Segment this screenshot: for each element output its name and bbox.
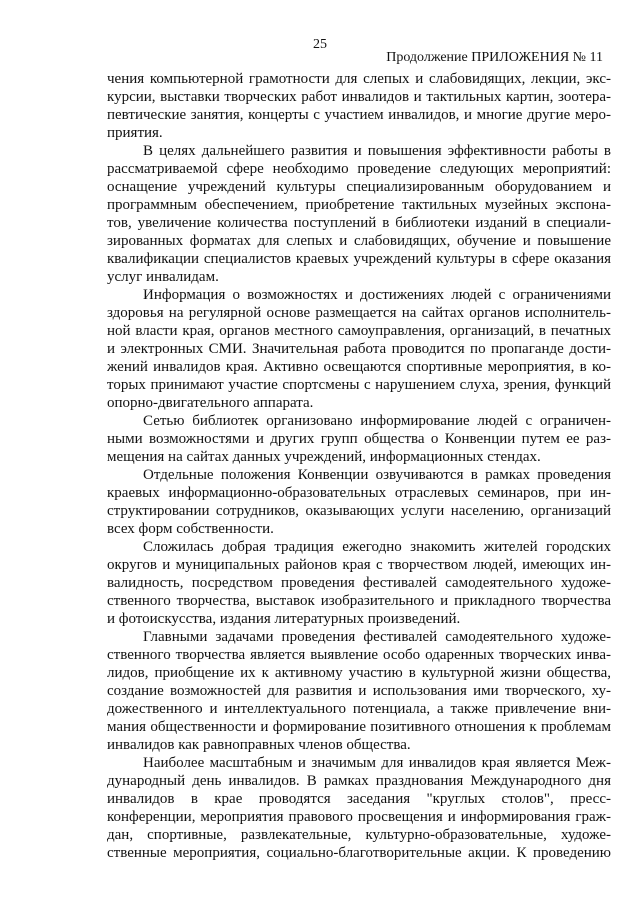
text-line: В целях дальнейшего развития и повышения эффективности работы в xyxy=(143,143,611,159)
text-line: валидность, посредством проведения фестивалей самодеятельного художе- xyxy=(107,575,611,591)
text-line: инвалидов как равноправных членов общества. xyxy=(107,737,411,753)
text-line: программным обеспечением, приобретение тактильных музейных экспона- xyxy=(107,197,611,213)
text-line: торых принимают участие спортсмены с нарушением слуха, зрения, функций xyxy=(107,377,611,393)
text-line: опорно-двигательного аппарата. xyxy=(107,395,314,411)
text-line: структировании сотрудников, оказывающих услуги населению, организаций xyxy=(107,503,611,519)
text-line: конференции, мероприятия правового просвещения и информирования граж- xyxy=(107,809,611,825)
text-line: мещения на сайтах данных учреждений, информационных стендах. xyxy=(107,449,541,465)
text-line: Отдельные положения Конвенции озвучиваются в рамках проведения xyxy=(143,467,611,483)
text-line: ными возможностями и других групп общества о Конвенции путем ее раз- xyxy=(107,431,611,447)
text-line: певтические занятия, концерты с участием инвалидов, и многие другие меро- xyxy=(107,107,611,123)
text-line: Сложилась добрая традиция ежегодно знакомить жителей городских xyxy=(143,539,611,555)
text-line: дународный день инвалидов. В рамках празднования Международного дня xyxy=(107,773,611,789)
page-number: 25 xyxy=(313,37,327,52)
text-line: дан, спортивные, развлекательные, культурно-образовательные, художе- xyxy=(107,827,611,843)
text-line: и электронных СМИ. Значительная работа проводится по пропаганде дости- xyxy=(107,341,611,357)
text-line: услуг инвалидам. xyxy=(107,269,219,285)
text-line: ной власти края, органов местного самоуправления, организаций, в печатных xyxy=(107,323,611,339)
text-line: краевых информационно-образовательных отраслевых семинаров, при ин- xyxy=(107,485,611,501)
text-line: Информация о возможностях и достижениях людей с ограничениями xyxy=(143,287,611,303)
text-line: жений инвалидов края. Активно освещаются спортивные мероприятия, в ко- xyxy=(107,359,611,375)
text-line: дожественного и интеллектуального потенциала, а также привлечение вни- xyxy=(107,701,611,717)
appendix-continuation-label: Продолжение ПРИЛОЖЕНИЯ № 11 xyxy=(386,50,603,65)
text-line: тов, увеличение количества поступлений в библиотеки изданий в специали- xyxy=(107,215,611,231)
text-line: Наиболее масштабным и значимым для инвалидов края является Меж- xyxy=(143,755,611,771)
text-line: инвалидов в крае проводятся заседания "круглых столов", пресс- xyxy=(107,791,611,807)
text-line: оснащение учреждений культуры специализированным оборудованием и xyxy=(107,179,611,195)
text-line: и фотоискусства, издания литературных произведений. xyxy=(107,611,461,627)
text-line: мания общественности и формирование позитивного отношения к проблемам xyxy=(107,719,611,735)
text-line: округов и муниципальных районов края с творчеством людей, имеющих ин- xyxy=(107,557,611,573)
text-line: всех форм собственности. xyxy=(107,521,274,537)
text-line: ственные мероприятия, социально-благотворительные акции. К проведению xyxy=(107,845,611,861)
text-line: ственного творчества является выявление особо одаренных творческих инва- xyxy=(107,647,611,663)
text-line: курсии, выставки творческих работ инвалидов и тактильных картин, зоотера- xyxy=(107,89,611,105)
text-line: здоровья на регулярной основе размещается на сайтах органов исполнитель- xyxy=(107,305,611,321)
text-line: Сетью библиотек организовано информирование людей с ограничен- xyxy=(143,413,611,429)
text-line: ственного творчества, выставок изобразительного и прикладного творчества xyxy=(107,593,611,609)
text-line: Главными задачами проведения фестивалей самодеятельного художе- xyxy=(143,629,611,645)
text-line: квалификации специалистов краевых учреждений культуры в сфере оказания xyxy=(107,251,611,267)
text-line: лидов, приобщение их к активному участию в культурной жизни общества, xyxy=(107,665,611,681)
text-line: чения компьютерной грамотности для слепых и слабовидящих, лекции, экс- xyxy=(107,71,611,87)
text-line: зированных форматах для слепых и слабовидящих, обучение и повышение xyxy=(107,233,611,249)
text-line: создание возможностей для развития и использования ими творческого, ху- xyxy=(107,683,611,699)
text-line: рассматриваемой сфере необходимо проведение следующих мероприятий: xyxy=(107,161,611,177)
text-line: приятия. xyxy=(107,125,163,141)
